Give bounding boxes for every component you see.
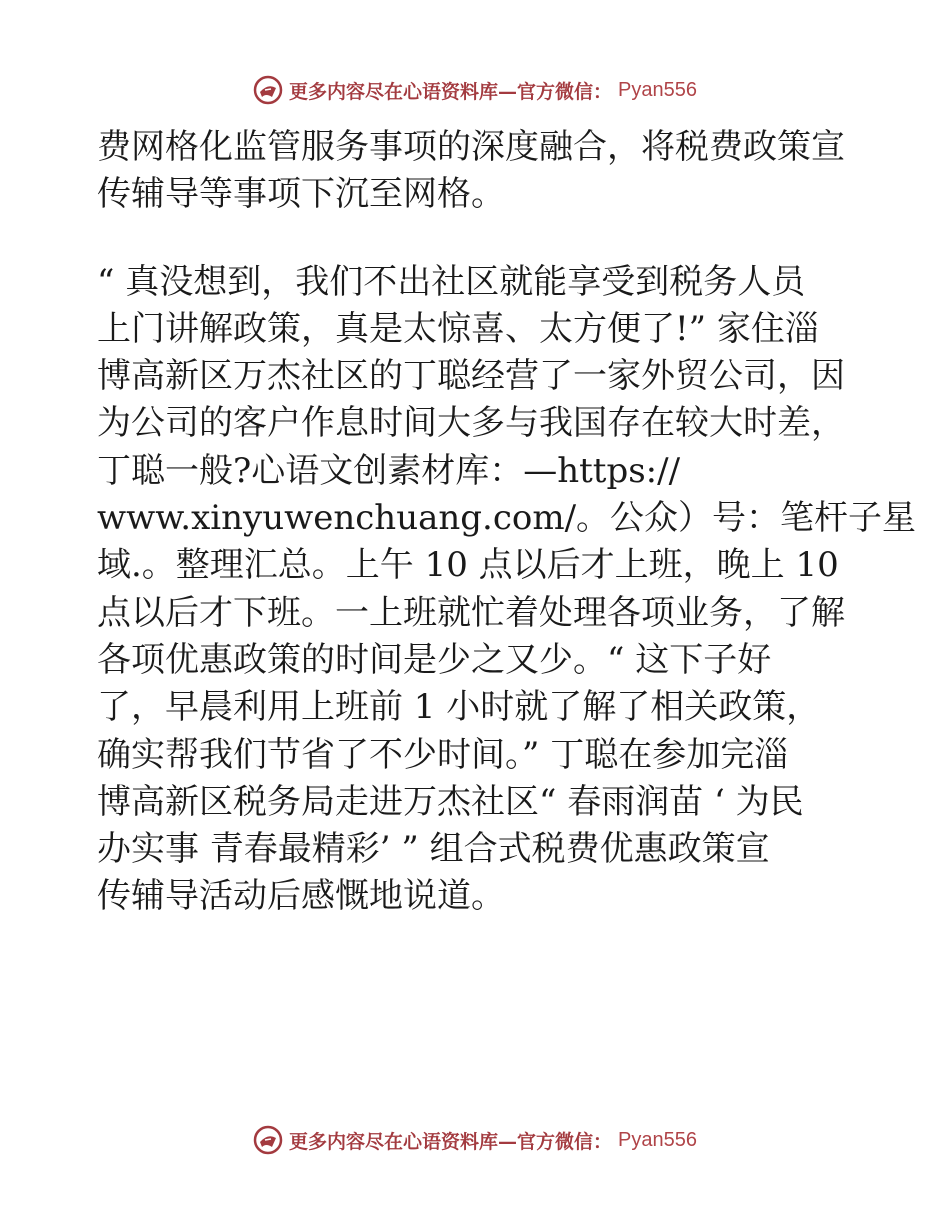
circular-book-logo-icon xyxy=(253,75,283,105)
text-line: 为公司的客户作息时间大多与我国存在较大时差， xyxy=(97,403,845,444)
header-banner xyxy=(0,70,950,110)
text-line: “ 真没想到，我们不出社区就能享受到税务人员 xyxy=(97,261,806,302)
text-line: 了，早晨利用上班前 1 小时就了解了相关政策， xyxy=(97,687,821,728)
text-line: 点以后才下班。一上班就忙着处理各项业务，了解 xyxy=(97,592,845,633)
text-line: 博高新区万杰社区的丁聪经营了一家外贸公司，因 xyxy=(97,356,845,397)
text-line: 域.。整理汇总。上午 10 点以后才上班，晚上 10 xyxy=(97,545,839,586)
text-line: 确实帮我们节省了不少时间。” 丁聪在参加完淄 xyxy=(97,734,789,775)
text-line: 费网格化监管服务事项的深度融合，将税费政策宣 xyxy=(97,127,845,167)
wechat-id: Pyan556 xyxy=(618,1128,697,1151)
text-line: 传辅导活动后感慨地说道。 xyxy=(97,876,505,917)
paragraph xyxy=(97,124,867,219)
circular-book-logo-icon xyxy=(253,1125,283,1155)
text-line: 各项优惠政策的时间是少之又少。“ 这下子好 xyxy=(97,639,772,680)
footer-banner xyxy=(0,1120,950,1160)
text-line: 上门讲解政策，真是太惊喜、太方便了!” 家住淄 xyxy=(97,308,819,349)
document-body xyxy=(97,124,917,921)
text-line: 丁聪一般?心语文创素材库：—https:// xyxy=(97,450,681,491)
text-line: 博高新区税务局走进万杰社区“ 春雨润苗 ‘ 为民 xyxy=(97,781,804,822)
text-line: 办实事 青春最精彩’ ” 组合式税费优惠政策宣 xyxy=(97,829,770,870)
text-line: 传辅导等事项下沉至网格。 xyxy=(97,174,505,215)
banner-text: 更多内容尽在心语资料库—官方微信： xyxy=(289,1130,613,1153)
banner-text: 更多内容尽在心语资料库—官方微信： xyxy=(289,80,613,103)
text-line: www.xinyuwenchuang.com/。公众）号：笔杆子星 xyxy=(97,498,917,539)
paragraph xyxy=(97,259,917,921)
wechat-id: Pyan556 xyxy=(618,78,697,101)
